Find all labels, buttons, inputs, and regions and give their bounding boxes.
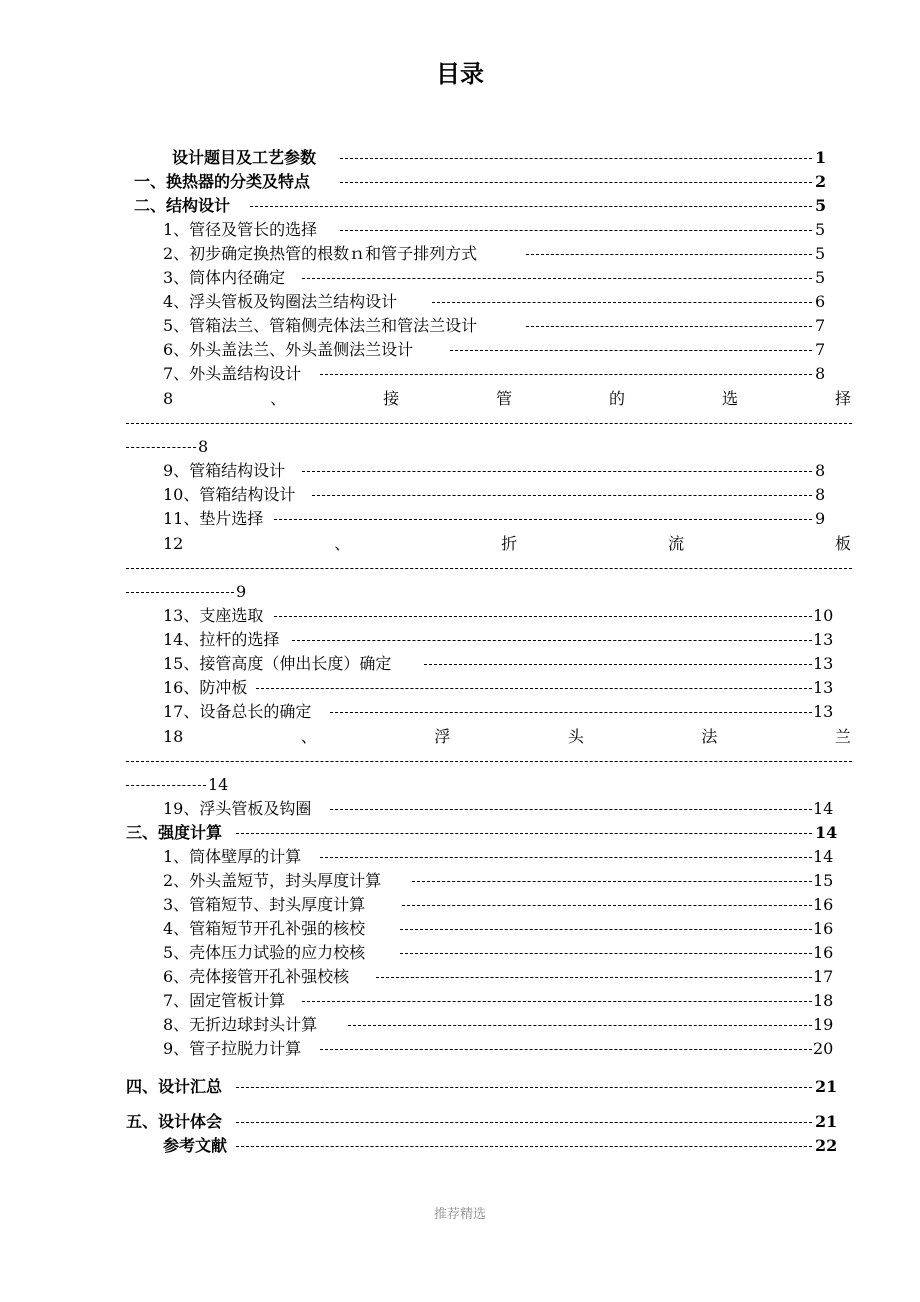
toc-page-number: 9 (815, 509, 826, 528)
toc-page-number: 13 (813, 702, 834, 721)
toc-entry[interactable] (0, 652, 920, 676)
toc-page-number: 17 (813, 967, 834, 986)
toc-entry-label: 14、拉杆的选择 (163, 630, 280, 649)
dotted-leader (236, 1146, 812, 1147)
label-token: 折 (501, 534, 518, 553)
toc-page-number: 5 (815, 196, 827, 215)
toc-page-number: 16 (813, 895, 834, 914)
toc-entry-label: 五、设计体会 (126, 1112, 223, 1131)
toc-entry-label: 10、管箱结构设计 (163, 485, 296, 504)
label-token: 接 (383, 389, 400, 408)
dotted-leader (126, 761, 852, 762)
label-token: 的 (609, 389, 626, 408)
toc-entry[interactable] (0, 869, 920, 893)
label-token: 8 (163, 389, 174, 408)
dotted-leader (320, 857, 812, 858)
toc-entry[interactable] (0, 1013, 920, 1037)
toc-entry[interactable] (0, 266, 920, 290)
toc-entry-label: 6、外头盖法兰、外头盖侧法兰设计 (163, 340, 414, 359)
toc-page-number: 5 (815, 220, 826, 239)
toc-entry[interactable] (0, 507, 920, 531)
dotted-leader (340, 158, 812, 159)
toc-entry-label: 15、接管高度（伸出长度）确定 (163, 654, 392, 673)
dotted-leader (302, 1001, 812, 1002)
toc-entry[interactable] (0, 218, 920, 242)
dotted-leader (312, 495, 812, 496)
toc-entry[interactable] (0, 628, 920, 652)
toc-entry-label (163, 387, 851, 411)
toc-page-number: 15 (813, 871, 834, 890)
toc-entry-label: 7、固定管板计算 (163, 991, 286, 1010)
dotted-leader (302, 278, 812, 279)
toc-page-number: 2 (815, 172, 827, 191)
dotted-leader (320, 1049, 812, 1050)
dotted-leader (400, 929, 812, 930)
toc-entry-label: 5、壳体压力试验的应力校核 (163, 943, 366, 962)
toc-page-number: 8 (815, 461, 826, 480)
toc-entry[interactable] (0, 845, 920, 869)
toc-entry[interactable] (0, 700, 920, 724)
dotted-leader (340, 182, 812, 183)
toc-entry[interactable] (0, 965, 920, 989)
dotted-leader (126, 592, 234, 593)
toc-page-number: 16 (813, 919, 834, 938)
dotted-leader (236, 833, 812, 834)
dotted-leader (376, 977, 812, 978)
page-footer: 推荐精选 (433, 1207, 486, 1222)
toc-entry-label: 2、外头盖短节，封头厚度计算 (163, 871, 382, 890)
label-token: 管 (496, 389, 513, 408)
toc-entry[interactable] (0, 1134, 920, 1158)
label-token: 18 (163, 727, 184, 746)
toc-page-number: 7 (815, 316, 826, 335)
toc-entry[interactable] (0, 1110, 920, 1134)
toc-page-number: 1 (815, 148, 827, 167)
toc-entry-label: 设计题目及工艺参数 (172, 148, 317, 167)
label-token: 选 (722, 389, 739, 408)
dotted-leader (256, 688, 812, 689)
toc-page-number: 14 (208, 775, 229, 794)
toc-page-number: 8 (815, 364, 826, 383)
toc-entry-label: 7、外头盖结构设计 (163, 364, 302, 383)
toc-page-number: 5 (815, 268, 826, 287)
toc-page-number: 22 (815, 1136, 838, 1155)
toc-page-number: 10 (813, 606, 834, 625)
dotted-leader (424, 664, 812, 665)
toc-entry-label: 11、垫片选择 (163, 509, 264, 528)
label-token: 头 (567, 727, 584, 746)
toc-entry-label: 5、管箱法兰、管箱侧壳体法兰和管法兰设计 (163, 316, 478, 335)
dotted-leader (330, 809, 812, 810)
dotted-leader (330, 712, 812, 713)
label-token: 浮 (434, 727, 451, 746)
toc-entry[interactable] (0, 1075, 920, 1099)
toc-page-number: 8 (815, 485, 826, 504)
toc-page-number: 14 (813, 799, 834, 818)
toc-entry-label: 17、设备总长的确定 (163, 702, 312, 721)
toc-entry[interactable] (0, 242, 920, 266)
label-token: 择 (834, 389, 851, 408)
label-token: 12 (163, 534, 184, 553)
toc-page-number: 16 (813, 943, 834, 962)
toc-entry[interactable] (0, 194, 920, 218)
label-token: 、 (270, 389, 287, 408)
toc-entry-label: 三、强度计算 (126, 823, 223, 842)
toc-entry[interactable] (0, 170, 920, 194)
toc-entry[interactable] (0, 821, 920, 845)
dotted-leader (432, 302, 812, 303)
toc-page-number: 5 (815, 244, 826, 263)
dotted-leader (526, 326, 812, 327)
label-token: 法 (701, 727, 718, 746)
toc-page-number: 9 (236, 582, 247, 601)
toc-entry[interactable] (0, 459, 920, 483)
toc-entry[interactable] (0, 797, 920, 821)
toc-entry[interactable] (0, 989, 920, 1013)
toc-page-number: 13 (813, 678, 834, 697)
dotted-leader (400, 953, 812, 954)
dotted-leader (450, 350, 812, 351)
toc-entry[interactable] (0, 290, 920, 314)
toc-entry-label: 参考文献 (163, 1136, 228, 1155)
dotted-leader (412, 881, 812, 882)
toc-page-number: 21 (815, 1077, 838, 1096)
toc-entry-label: 13、支座选取 (163, 606, 264, 625)
toc-page-number: 21 (815, 1112, 838, 1131)
dotted-leader (274, 519, 812, 520)
toc-entry[interactable] (0, 676, 920, 700)
toc-entry-label (163, 725, 851, 749)
toc-entry-label: 9、管子拉脱力计算 (163, 1039, 302, 1058)
dotted-leader (236, 1122, 812, 1123)
toc-page-number: 8 (198, 437, 209, 456)
dotted-leader (340, 230, 812, 231)
toc-entry[interactable] (0, 604, 920, 628)
dotted-leader (302, 471, 812, 472)
toc-page-number: 19 (813, 1015, 834, 1034)
label-token: 、 (300, 727, 317, 746)
toc-page-number: 20 (813, 1039, 834, 1058)
dotted-leader (126, 423, 852, 424)
label-token: 板 (834, 534, 851, 553)
dotted-leader (402, 905, 812, 906)
toc-entry-label (163, 532, 851, 556)
dotted-leader (292, 640, 812, 641)
toc-entry-label: 6、壳体接管开孔补强校核 (163, 967, 350, 986)
toc-entry[interactable] (0, 362, 920, 386)
toc-entry[interactable] (0, 917, 920, 941)
toc-entry-label: 1、管径及管长的选择 (163, 220, 318, 239)
toc-entry-label: 4、管箱短节开孔补强的核校 (163, 919, 366, 938)
label-token: 、 (334, 534, 351, 553)
dotted-leader (126, 785, 206, 786)
dotted-leader (320, 374, 812, 375)
toc-entry-label: 19、浮头管板及钩圈 (163, 799, 312, 818)
toc-page-number: 7 (815, 340, 826, 359)
label-token: 流 (668, 534, 685, 553)
toc-entry[interactable] (0, 146, 920, 170)
label-token: 兰 (834, 727, 851, 746)
toc-entry-label: 16、防冲板 (163, 678, 248, 697)
dotted-leader (126, 447, 196, 448)
page-title: 目录 (436, 60, 484, 88)
toc-entry-label: 1、筒体壁厚的计算 (163, 847, 302, 866)
toc-page-number: 6 (815, 292, 826, 311)
toc-entry-label: 3、管箱短节、封头厚度计算 (163, 895, 366, 914)
toc-entry-label: 3、筒体内径确定 (163, 268, 286, 287)
toc-entry[interactable] (0, 1037, 920, 1061)
toc-entry-label: 二、结构设计 (134, 196, 231, 215)
toc-entry-label: 8、无折边球封头计算 (163, 1015, 318, 1034)
dotted-leader (274, 616, 812, 617)
toc-entry-label: 一、换热器的分类及特点 (134, 172, 311, 191)
toc-entry[interactable] (0, 483, 920, 507)
toc-entry[interactable] (0, 893, 920, 917)
dotted-leader (126, 568, 852, 569)
dotted-leader (526, 254, 812, 255)
toc-page-number: 14 (813, 847, 834, 866)
toc-entry-label: 2、初步确定换热管的根数ｎ和管子排列方式 (163, 244, 478, 263)
toc-page-number: 18 (813, 991, 834, 1010)
toc-entry[interactable] (0, 338, 920, 362)
toc-entry-label: 4、浮头管板及钩圈法兰结构设计 (163, 292, 398, 311)
toc-entry[interactable] (0, 314, 920, 338)
dotted-leader (348, 1025, 812, 1026)
toc-entry-label: 四、设计汇总 (126, 1077, 223, 1096)
dotted-leader (250, 206, 812, 207)
toc-entry[interactable] (0, 941, 920, 965)
toc-entry-label: 9、管箱结构设计 (163, 461, 286, 480)
toc-page-number: 13 (813, 630, 834, 649)
dotted-leader (236, 1087, 812, 1088)
toc-page-number: 13 (813, 654, 834, 673)
toc-page-number: 14 (815, 823, 838, 842)
